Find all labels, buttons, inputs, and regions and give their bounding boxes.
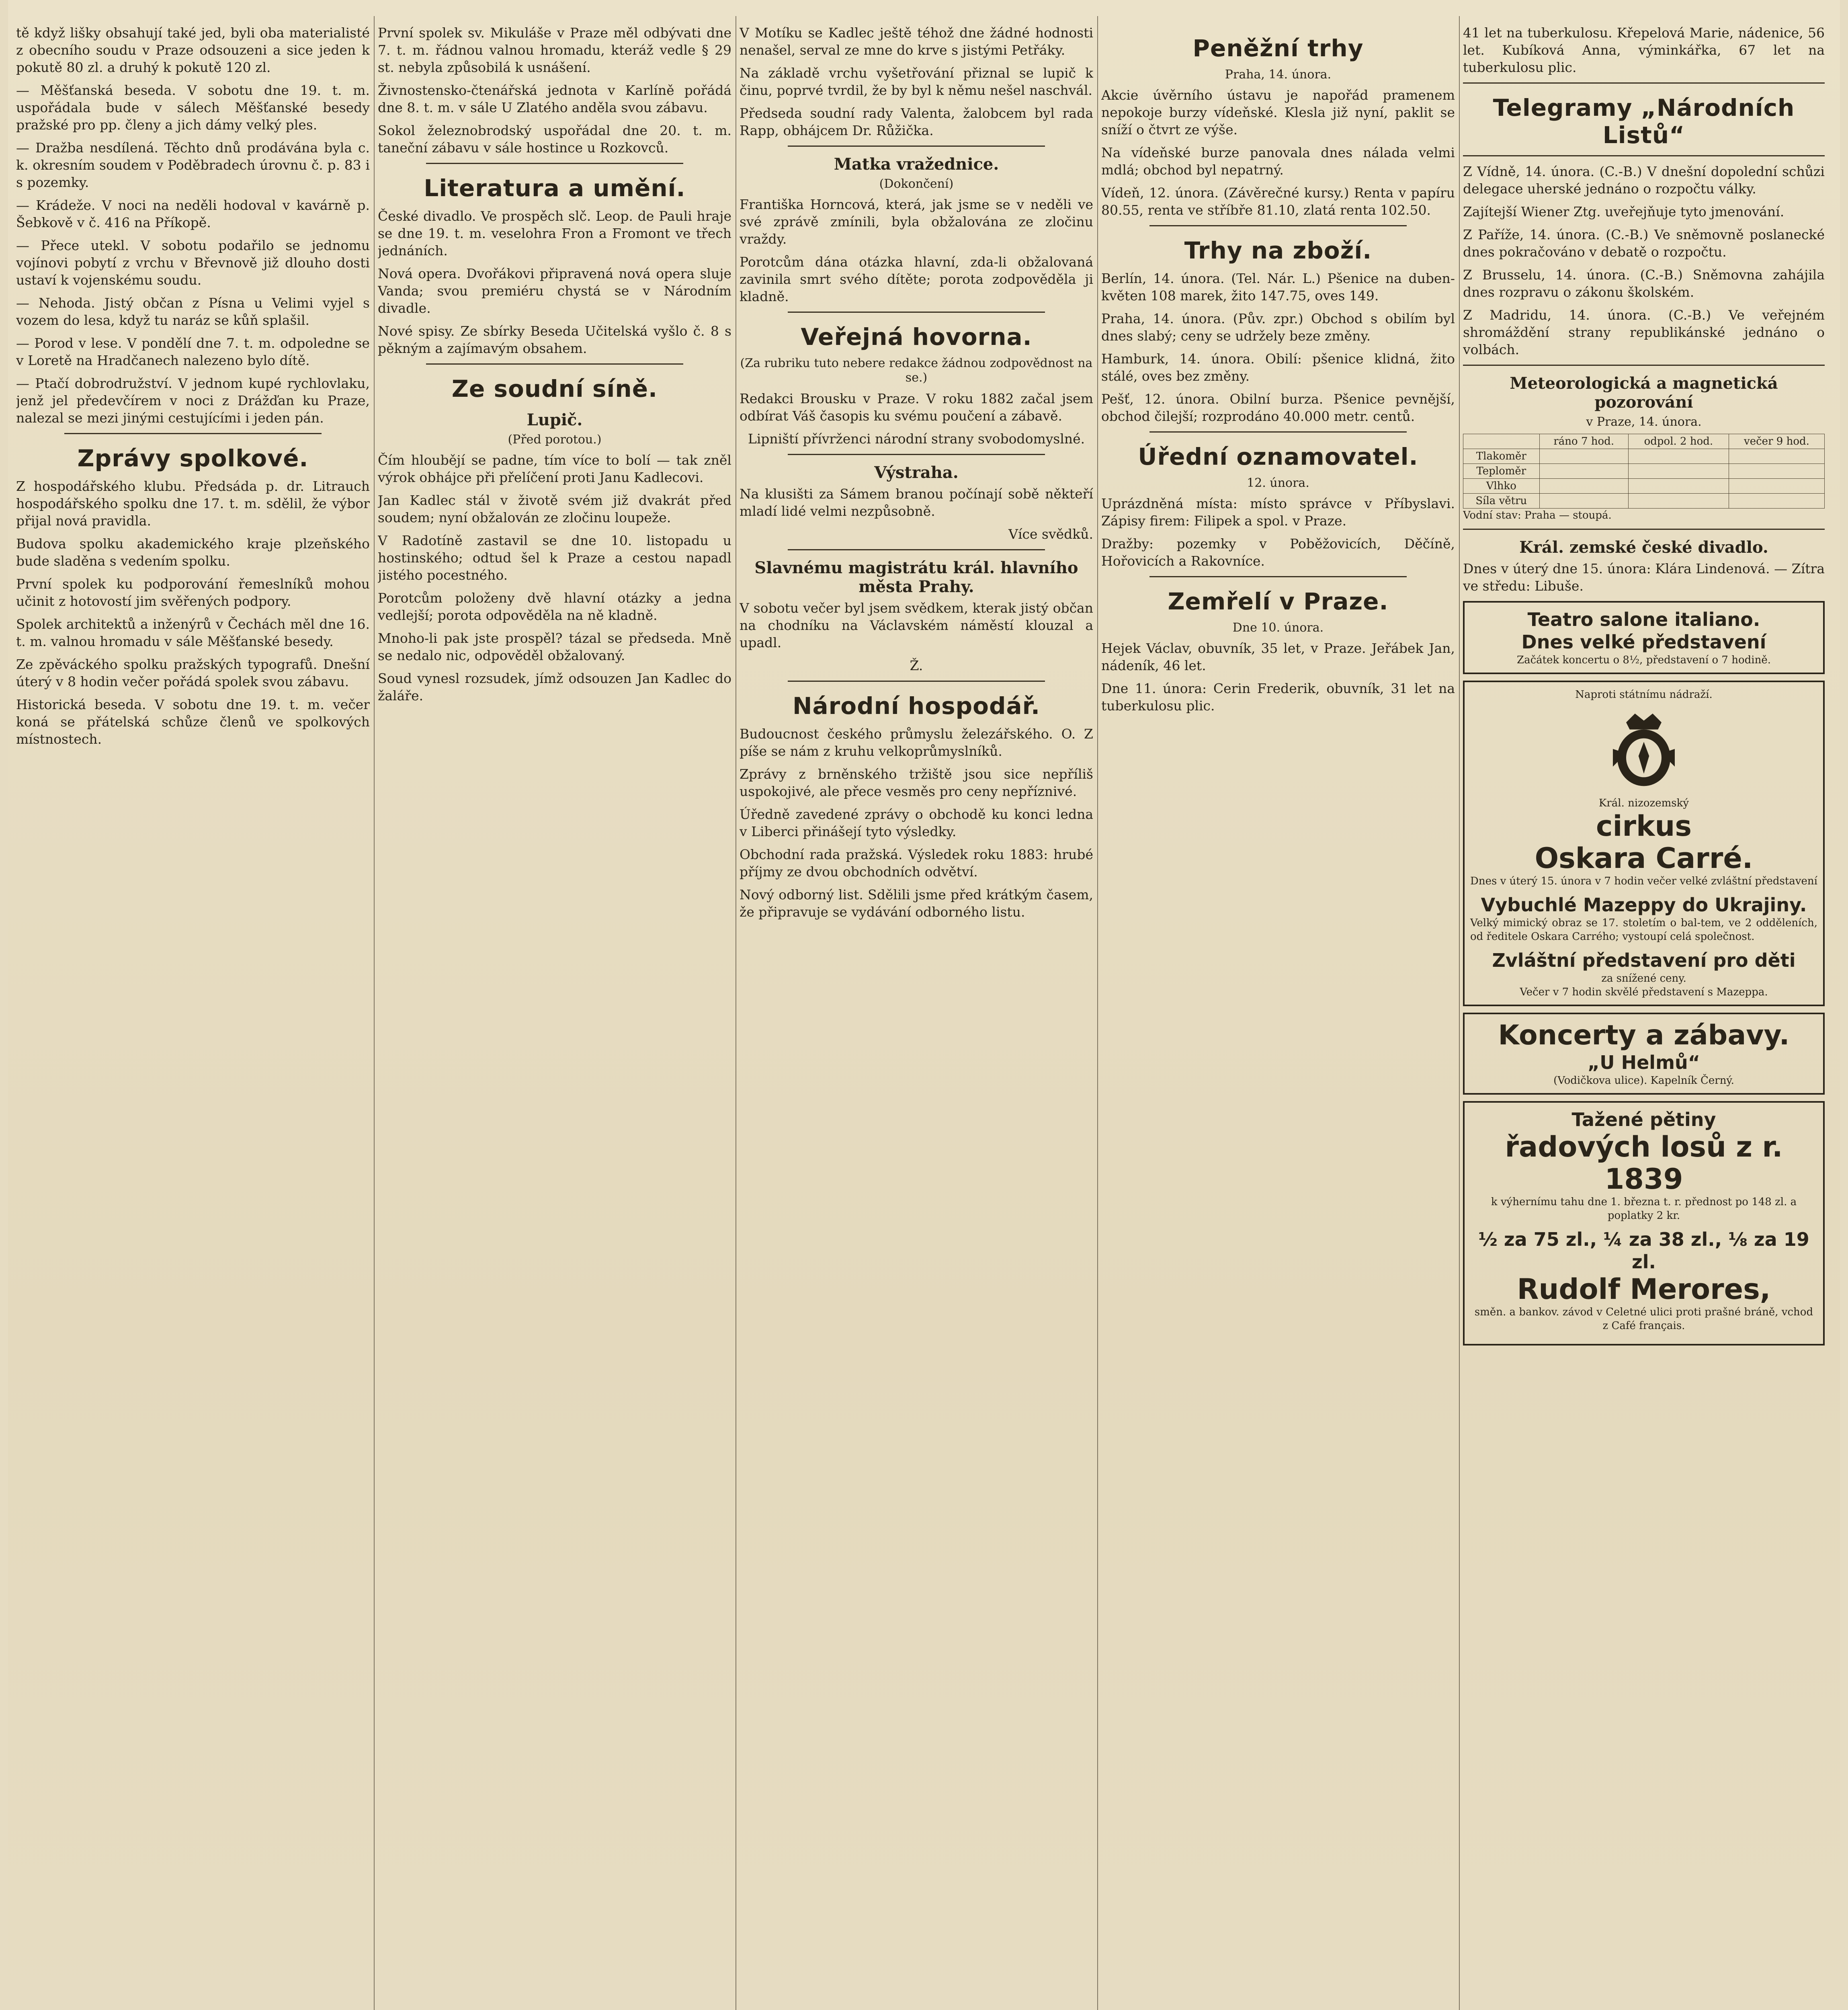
meteo-table [1463, 434, 1825, 509]
column-5 [1463, 24, 1825, 2010]
ad-title: Koncerty a zábavy. [1498, 1019, 1790, 1051]
table-header: večer 9 hod. [1729, 434, 1824, 449]
article-title-magistrat: Slavnému magistrátu král. hlavního města Prahy. [754, 558, 1078, 596]
article-paragraph: Sokol železnobrodský uspořádal dne 20. t. m. taneční zábavu v sále hostince u Rozkovců. [378, 123, 731, 156]
ad-text: za snížené ceny. [1601, 972, 1686, 984]
article-paragraph: 41 let na tuberkulosu. Křepelová Marie, nádenice, 56 let. Kubíková Anna, výminkářka, 67 let na tuberkulosu plic. [1463, 25, 1825, 75]
divider [1149, 225, 1407, 226]
table-row [1463, 494, 1825, 509]
article-paragraph: Z Paříže, 14. února. (C.-B.) Ve sněmovně poslanecké dnes pokračováno v debatě o rozpočtu. [1463, 227, 1825, 260]
article-paragraph: Nový odborný list. Sdělili jsme před krátkým časem, že připravuje se vydávání odborného listu. [740, 887, 1093, 920]
article-paragraph: Soud vynesl rozsudek, jímž odsouzen Jan Kadlec do žaláře. [378, 671, 731, 704]
article-paragraph: — Porod v lese. V pondělí dne 7. t. m. odpoledne se v Loretě na Hradčanech nalezeno bylo dítě. [16, 335, 370, 368]
article-paragraph: Obchodní rada pražská. Výsledek roku 1883: hrubé příjmy ze dvou obchodních odvětví. [740, 847, 1093, 880]
article-paragraph: Z Vídně, 14. února. (C.-B.) V dnešní dopolední schůzi delegace uherské jednáno o rozpočtu války. [1463, 164, 1825, 197]
divider [1149, 431, 1407, 433]
divider [788, 454, 1045, 455]
article-paragraph: Z Brusselu, 14. února. (C.-B.) Sněmovna zahájila dnes rozpravu o zákonu školském. [1463, 267, 1825, 300]
divider [426, 163, 683, 164]
article-paragraph: Předseda soudní rady Valenta, žalobcem byl rada Rapp, obhájcem Dr. Růžička. [740, 105, 1093, 138]
column-1 [16, 24, 370, 2010]
section-heading-narodni-hospodar: Národní hospodář. [792, 692, 1041, 720]
article-paragraph: Spolek architektů a inženýrů v Čechách měl dne 16. t. m. valnou hromadu v sále Měšťanské besedy. [16, 616, 370, 649]
article-paragraph: Berlín, 14. února. (Tel. Nár. L.) Pšenice na duben-květen 108 marek, žito 147.75, oves 149. [1101, 271, 1455, 304]
ad-text: Dnes v úterý 15. února v 7 hodin večer velké zvláštní představení [1470, 875, 1817, 887]
section-heading-literatura: Literatura a umění. [424, 174, 686, 202]
ad-text: Večer v 7 hodin skvělé představení s Mazeppa. [1520, 986, 1768, 998]
column-4 [1101, 24, 1455, 2010]
ad-title: Teatro salone italiano. [1527, 609, 1760, 630]
table-cell [1729, 449, 1824, 464]
article-paragraph: Z Madridu, 14. února. (C.-B.) Ve veřejném shromáždění strany republikánské jednáno o volbách. [1463, 307, 1825, 357]
article-paragraph: Z hospodářského klubu. Předsáda p. dr. Litrauch hospodářského spolku dne 17. t. m. sdělil, že výbor přijal nová pravidla. [16, 478, 370, 529]
article-paragraph: Budoucnost českého průmyslu železářského. O. Z píše se nám z kruhu velkoprůmyslníků. [740, 726, 1093, 759]
divider [1463, 529, 1825, 530]
divider [64, 433, 322, 434]
table-cell [1729, 494, 1824, 509]
article-paragraph: Pešť, 12. února. Obilní burza. Pšenice pevnější, obchod čilejší; rozprodáno 40.000 metr. centů. [1101, 391, 1455, 424]
article-paragraph: Čím hloubějí se padne, tím více to bolí — tak zněl výrok obhájce při přelíčení proti Janu Kadlecovi. [378, 452, 731, 485]
article-paragraph: Jan Kadlec stál v životě svém již dvakrát před soudem; nyní obžalován ze zločinu loupeže. [378, 492, 731, 525]
divider [1463, 155, 1825, 156]
table-header: odpol. 2 hod. [1628, 434, 1729, 449]
table-header: ráno 7 hod. [1539, 434, 1628, 449]
section-heading-meteorologicka: Meteorologická a magnetická pozorování [1510, 374, 1778, 412]
section-heading-telegramy: Telegramy „Národních Listů“ [1493, 94, 1795, 149]
article-paragraph: České divadlo. Ve prospěch slč. Leop. de Pauli hraje se dne 19. t. m. veselohra Fron a Fromont ve třech jednáních. [378, 208, 731, 258]
article-paragraph: Praha, 14. února. (Pův. zpr.) Obchod s obilím byl dnes slabý; ceny se udržely beze změny. [1101, 311, 1455, 344]
article-paragraph: — Dražba nesdílená. Těchto dnů prodávána byla c. k. okresním soudem v Poděbradech úrovnu č. p. 83 i s pozemky. [16, 140, 370, 190]
table-row [1463, 434, 1825, 449]
article-paragraph: — Přece utekl. V sobotu podařilo se jednomu vojínovi pobytí z vrchu v Břevnově již dlouho dosti ustaví k vojenskému soudu. [16, 238, 370, 288]
article-paragraph: Dne 11. února: Cerin Frederik, obuvník, 31 let na tuberkulosu plic. [1101, 681, 1455, 714]
section-heading-trhy-na-zbozi: Trhy na zboží. [1184, 237, 1372, 264]
ad-venue-note: (Vodičkova ulice). Kapelník Černý. [1553, 1075, 1734, 1087]
article-paragraph: Akcie úvěrního ústavu je napořád pramenem nepokoje burzy vídeňské. Klesla již nyní, paklit se sníží o čtvrt ze výše. [1101, 87, 1455, 137]
table-cell: Tlakoměr [1463, 449, 1540, 464]
ad-address: směn. a bankov. závod v Celetné ulici proti prašné bráně, vchod z Café français. [1474, 1306, 1813, 1332]
article-paragraph: V Radotíně zastavil se dne 10. listopadu u hostinského; odtud šel k Praze a cestou napadl jistého pocestného. [378, 533, 731, 583]
column-rule [374, 16, 375, 2010]
article-paragraph: Zprávy z brněnského tržiště jsou sice nepříliš uspokojivé, ale přece vesměs pro ceny nepříznivé. [740, 766, 1093, 799]
section-heading-penezni-trhy: Peněžní trhy [1192, 35, 1364, 62]
royal-crest-icon [1600, 705, 1688, 793]
divider [788, 681, 1045, 682]
ad-subtitle: Dnes velké představení [1521, 631, 1766, 653]
section-heading-uredni-oznamovatel: Úřední oznamovatel. [1138, 443, 1418, 470]
table-cell [1628, 479, 1729, 494]
article-paragraph: V sobotu večer byl jsem svědkem, kterak jistý občan na chodníku na Václavském náměstí klouzal a upadl. [740, 600, 1093, 650]
meteo-note: Vodní stav: Praha — stoupá. [1463, 509, 1612, 521]
article-paragraph: — Měšťanská beseda. V sobotu dne 19. t. m. uspořádala bude v sálech Měšťanské besedy pražské pro pp. členy a jich dámy velký ples. [16, 82, 370, 133]
ad-title: Tažené pětiny [1571, 1109, 1716, 1130]
column-3 [740, 24, 1093, 2010]
article-paragraph: První spolek sv. Mikuláše v Praze měl odbývati dne 7. t. m. řádnou valnou hromadu, kteráž vedle § 29 st. nebyla způsobilá k usnášení. [378, 25, 731, 75]
article-paragraph: Dražby: pozemky v Poběžovicích, Děčíně, Hořovicích a Rakovníce. [1101, 536, 1455, 569]
section-note: (Za rubriku tuto nebere redakce žádnou zodpovědnost na se.) [740, 356, 1093, 385]
dateline: v Praze, 14. února. [1586, 415, 1702, 429]
column-rule [1459, 16, 1460, 2010]
divider [426, 363, 683, 365]
advertisement-koncerty [1463, 1013, 1825, 1095]
table-row [1463, 479, 1825, 494]
article-paragraph: Uprázdněná místa: místo správce v Příbyslavi. Zápisy firem: Filipek a spol. v Praze. [1101, 496, 1455, 529]
article-paragraph: — Krádeže. V noci na neděli hodoval v kavárně p. Šebkově v č. 416 na Příkopě. [16, 197, 370, 230]
table-cell [1539, 494, 1628, 509]
royal-crest-icon [1600, 705, 1688, 793]
article-paragraph: Dnes v úterý dne 15. února: Klára Lindenová. — Zítra ve středu: Libuše. [1463, 561, 1825, 594]
section-heading-zemreli: Zemřelí v Praze. [1168, 588, 1389, 615]
ad-company: Rudolf Merores, [1517, 1273, 1771, 1306]
article-paragraph: Na klusišti za Sámem branou počínají sobě někteří mladí lidé velmi nezpůsobně. [740, 486, 1093, 519]
divider [1463, 365, 1825, 366]
section-heading-zpravy-spolkove: Zprávy spolkové. [77, 445, 309, 472]
divider [788, 312, 1045, 313]
ad-special: Zvláštní představení pro děti [1492, 950, 1796, 971]
ad-headline: řadových losů z r. 1839 [1505, 1130, 1783, 1196]
column-2 [378, 24, 731, 2010]
article-paragraph: Živnostensko-čtenářská jednota v Karlíně pořádá dne 8. t. m. v sále U Zlatého anděla svou zábavu. [378, 82, 731, 115]
table-cell [1729, 464, 1824, 479]
table-cell [1539, 479, 1628, 494]
table-cell [1463, 434, 1540, 449]
section-heading-hovorna: Veřejná hovorna. [801, 323, 1032, 351]
ad-kicker: Král. nizozemský [1598, 797, 1689, 809]
article-paragraph: První spolek ku podporování řemeslníků mohou učinit z hotovostí jim svěřených podpory. [16, 576, 370, 609]
table-row [1463, 449, 1825, 464]
article-paragraph: Úředně zavedené zprávy o obchodě ku konci ledna v Liberci přinášejí tyto výsledky. [740, 806, 1093, 839]
advertisement-losy [1463, 1101, 1825, 1345]
article-paragraph: Na vídeňské burze panovala dnes nálada velmi mdlá; obchod byl nepatrný. [1101, 145, 1455, 178]
ad-location: Naproti státnímu nádraží. [1575, 689, 1713, 701]
ad-show-title: Vybuchlé Mazeppy do Ukrajiny. [1481, 894, 1807, 916]
article-paragraph: Nová opera. Dvořákovi připravená nová opera sluje Vanda; svou premiéru chystá se v Národním divadle. [378, 266, 731, 316]
article-paragraph: Porotcům dána otázka hlavní, zda-li obžalovaná zavinila smrt svého dítěte; porota zodpověděla ji kladně. [740, 254, 1093, 304]
table-cell: Teploměr [1463, 464, 1540, 479]
article-paragraph: Nové spisy. Ze sbírky Beseda Učitelská vyšlo č. 8 s pěkným a zajímavým obsahem. [378, 323, 731, 356]
divider [788, 146, 1045, 147]
article-signature: Více svědků. [1008, 526, 1093, 542]
column-rule [1097, 16, 1098, 2010]
article-paragraph: Hamburk, 14. února. Obilí: pšenice klidná, žito stálé, oves bez změny. [1101, 351, 1455, 384]
table-cell: Vlhko [1463, 479, 1540, 494]
advertisement-circus [1463, 681, 1825, 1006]
ad-prices: ½ za 75 zl., ¼ za 38 zl., ⅛ za 19 zl. [1478, 1229, 1809, 1273]
article-paragraph: — Nehoda. Jistý občan z Písna u Velimi vyjel s vozem do lesa, když tu naráz se kůň splašil. [16, 295, 370, 328]
article-title-matka: Matka vražednice. [834, 155, 999, 174]
article-paragraph: Františka Horncová, která, jak jsme se v neděli ve své zprávě zmínili, byla obžalována ze zločinu vraždy. [740, 197, 1093, 247]
article-paragraph: Porotcům položeny dvě hlavní otázky a jedna vedlejší; porota odpověděla na ně kladně. [378, 590, 731, 623]
article-paragraph: Redakci Brousku v Praze. V roku 1882 začal jsem odbírat Váš časopis ku svému poučení a zábavě. [740, 391, 1093, 424]
table-cell [1628, 494, 1729, 509]
ad-text: Velký mimický obraz se 17. stoletím o bal-tem, ve 2 odděleních, od ředitele Oskara Carrého; vystoupí celá společnost. [1470, 917, 1817, 943]
article-paragraph: Budova spolku akademického kraje plzeňského bude sladěna s vedením spolku. [16, 536, 370, 569]
dateline: 12. února. [1247, 476, 1309, 490]
section-heading-divadlo: Král. zemské české divadlo. [1519, 538, 1768, 557]
article-signature: Lipniští přívrženci národní strany svobodomyslné. [748, 431, 1085, 447]
ad-circus-title: cirkus [1596, 810, 1692, 843]
advertisement-teatro [1463, 601, 1825, 674]
table-cell [1628, 449, 1729, 464]
article-paragraph: Zajítejší Wiener Ztg. uveřejňuje tyto jmenování. [1463, 204, 1784, 219]
ad-circus-name: Oskara Carré. [1535, 842, 1753, 875]
table-cell [1539, 449, 1628, 464]
divider [1463, 82, 1825, 84]
table-cell [1539, 464, 1628, 479]
ad-text: k výhernímu tahu dne 1. března t. r. přednost po 148 zl. a poplatky 2 kr. [1491, 1196, 1797, 1222]
article-subtitle: (Dokončení) [879, 177, 954, 191]
table-cell [1729, 479, 1824, 494]
article-paragraph: — Ptačí dobrodružství. V jednom kupé rychlovlaku, jenž jel předevčírem v noci z Drážďan ku Praze, nalezal se mezi jinými cestujícími i jeden pán. [16, 375, 370, 426]
divider [1149, 576, 1407, 577]
ad-venue: „U Helmů“ [1588, 1052, 1700, 1073]
divider [788, 549, 1045, 550]
section-heading-soudni-sin: Ze soudní síně. [451, 375, 658, 402]
article-paragraph: Mnoho-li pak jste prospěl? tázal se předseda. Mně se nedalo nic, odpověděl obžalovaný. [378, 630, 731, 663]
table-row [1463, 464, 1825, 479]
article-signature: Ž. [910, 658, 923, 673]
article-paragraph: Ze zpěváckého spolku pražských typografů. Dnešní úterý v 8 hodin večer pořádá spolek svou zábavu. [16, 656, 370, 689]
article-paragraph: V Motíku se Kadlec ještě téhož dne žádné hodnosti nenašel, serval ze mne do krve s jistými Petřáky. [740, 25, 1093, 58]
dateline: Dne 10. února. [1232, 621, 1324, 635]
article-paragraph: Historická beseda. V sobotu dne 19. t. m. večer koná se přátelská schůze členů ve spolkových místnostech. [16, 697, 370, 747]
newspaper-page [8, 0, 1840, 2010]
article-title-vystraha: Výstraha. [874, 463, 959, 482]
article-title-lupic: Lupič. [527, 410, 583, 429]
article-paragraph: Hejek Václav, obuvník, 35 let, v Praze. Jeřábek Jan, nádeník, 46 let. [1101, 640, 1455, 673]
dateline: Praha, 14. února. [1225, 68, 1332, 82]
table-cell [1628, 464, 1729, 479]
table-cell: Síla větru [1463, 494, 1540, 509]
ad-note: Začátek koncertu o 8½, představení o 7 hodině. [1517, 654, 1771, 666]
article-paragraph: Na základě vrchu vyšetřování přiznal se lupič k činu, poprvé tvrdil, že by byl k němu nešel naschvál. [740, 65, 1093, 98]
article-paragraph: tě když lišky obsahují také jed, byli oba materialisté z obecního soudu v Praze odsouzeni a sice jeden k pokutě 80 zl. a druhý k pokutě 120 zl. [16, 25, 370, 75]
article-subtitle: (Před porotou.) [508, 433, 602, 447]
article-paragraph: Vídeň, 12. února. (Závěrečné kursy.) Renta v papíru 80.55, renta ve stříbře 81.10, zlatá renta 102.50. [1101, 185, 1455, 218]
